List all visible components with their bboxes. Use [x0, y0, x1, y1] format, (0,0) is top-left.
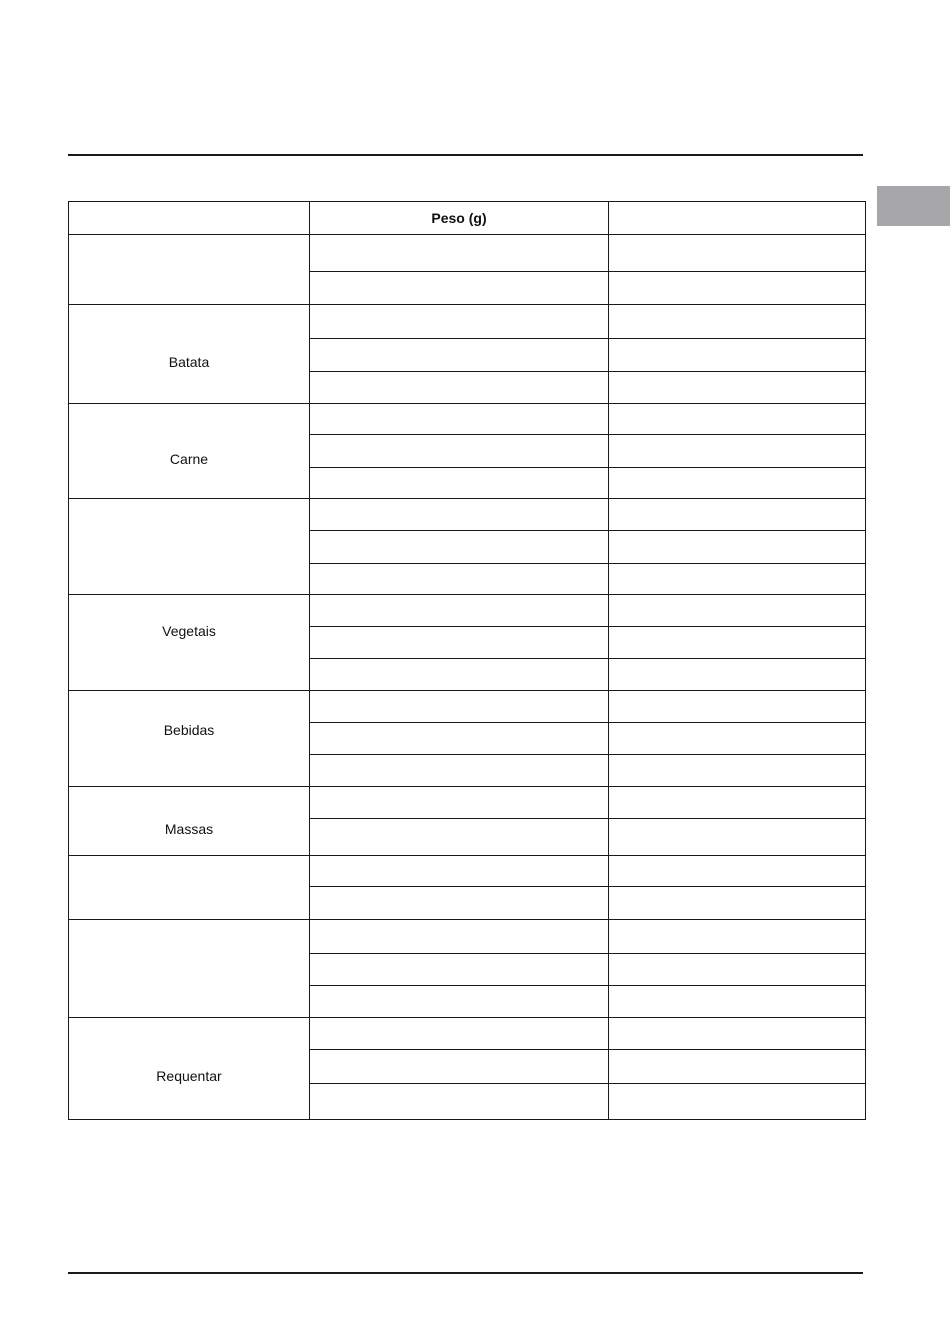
weight-cell [310, 691, 609, 723]
table-row [69, 305, 866, 339]
food-table [68, 201, 866, 1120]
weight-cell [310, 954, 609, 985]
value-cell [609, 339, 866, 371]
weight-cell [310, 819, 609, 856]
weight-cell [310, 920, 609, 954]
table-row [69, 920, 866, 954]
value-cell [609, 627, 866, 658]
header-category [69, 202, 310, 235]
category-cell [69, 691, 310, 787]
weight-cell [310, 985, 609, 1017]
table-row [69, 404, 866, 435]
weight-cell [310, 595, 609, 627]
weight-cell [310, 754, 609, 786]
category-cell [69, 404, 310, 499]
weight-cell [310, 1050, 609, 1083]
table-row [69, 691, 866, 723]
table-row [69, 499, 866, 531]
weight-cell [310, 271, 609, 304]
weight-cell [310, 658, 609, 690]
value-cell [609, 235, 866, 272]
table-row [69, 787, 866, 819]
value-cell [609, 985, 866, 1017]
value-cell [609, 754, 866, 786]
value-cell [609, 787, 866, 819]
table-row [69, 235, 866, 272]
value-cell [609, 691, 866, 723]
weight-cell [310, 627, 609, 658]
weight-cell [310, 856, 609, 887]
value-cell [609, 404, 866, 435]
value-cell [609, 371, 866, 403]
value-cell [609, 1083, 866, 1119]
category-cell [69, 1018, 310, 1120]
category-label: Bebidas [163, 722, 215, 738]
header-time [609, 202, 866, 235]
category-cell [69, 235, 310, 305]
category-label: Requentar [156, 1068, 222, 1084]
category-cell [69, 920, 310, 1018]
value-cell [609, 563, 866, 594]
weight-cell [310, 499, 609, 531]
category-cell [69, 595, 310, 691]
category-cell [69, 856, 310, 920]
category-label: Carne [169, 451, 209, 467]
value-cell [609, 1018, 866, 1050]
weight-cell [310, 1083, 609, 1119]
category-label: Vegetais [162, 623, 216, 639]
weight-cell [310, 1018, 609, 1050]
header-row [69, 202, 866, 235]
value-cell [609, 305, 866, 339]
value-cell [609, 467, 866, 498]
header-weight: Peso (g) [310, 202, 609, 235]
bottom-rule [68, 1272, 863, 1274]
value-cell [609, 499, 866, 531]
value-cell [609, 658, 866, 690]
side-tab [877, 186, 950, 226]
value-cell [609, 856, 866, 887]
value-cell [609, 595, 866, 627]
table-row [69, 856, 866, 887]
value-cell [609, 887, 866, 920]
value-cell [609, 920, 866, 954]
table-row [69, 595, 866, 627]
category-cell [69, 499, 310, 595]
value-cell [609, 819, 866, 856]
weight-cell [310, 435, 609, 467]
value-cell [609, 271, 866, 304]
weight-cell [310, 371, 609, 403]
value-cell [609, 954, 866, 985]
value-cell [609, 435, 866, 467]
weight-cell [310, 723, 609, 754]
value-cell [609, 723, 866, 754]
category-label: Batata [168, 354, 210, 370]
weight-cell [310, 531, 609, 563]
category-cell [69, 305, 310, 404]
weight-cell [310, 887, 609, 920]
weight-cell [310, 339, 609, 371]
top-rule [68, 154, 863, 156]
weight-cell [310, 305, 609, 339]
weight-cell [310, 563, 609, 594]
weight-cell [310, 404, 609, 435]
category-label: Massas [164, 821, 214, 837]
table-row [69, 1018, 866, 1050]
value-cell [609, 531, 866, 563]
value-cell [609, 1050, 866, 1083]
category-cell [69, 787, 310, 856]
weight-cell [310, 235, 609, 272]
weight-cell [310, 467, 609, 498]
weight-cell [310, 787, 609, 819]
